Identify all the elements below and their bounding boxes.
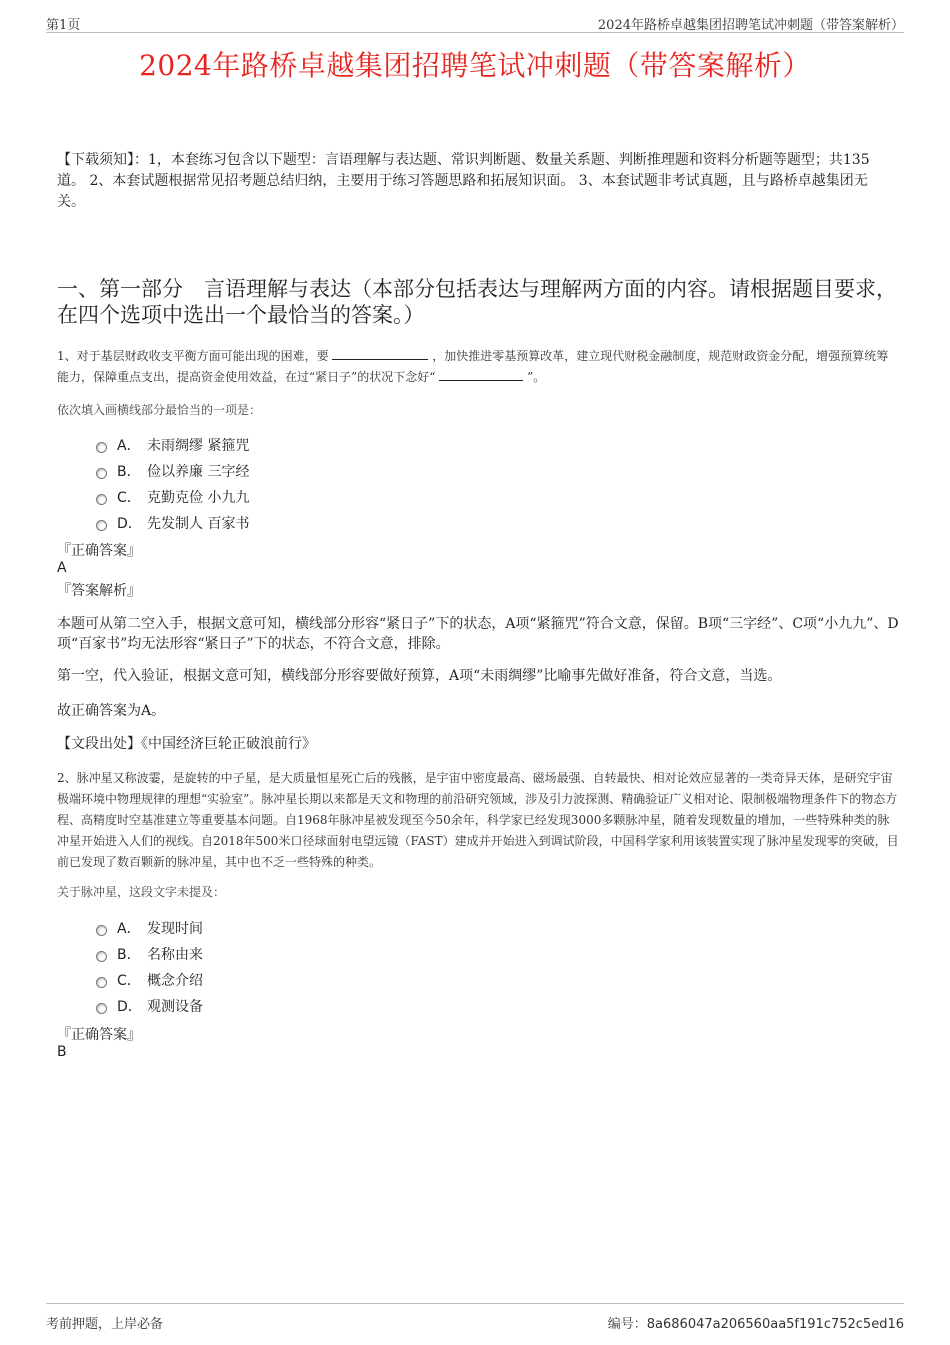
- option-d[interactable]: D． 观测设备: [96, 993, 203, 1019]
- question-2-stem: 2、脉冲星又称波霎，是旋转的中子星，是大质量恒星死亡后的残骸，是宇宙中密度最高、磁场最强、自转最快、相对论效应显著的一类奇异天体，是研究宇宙极端环境中物理规律的理想“实验室”。脉冲星长期以来都是天文和物理的前沿研究领域，涉及引力波探测、精确验证广义相对论、限制极端物理条件下的物态方程、高精度时空基准建立等重要基本问题。自1968年脉冲星被发现至今50余年，科学家已经发现3000多颗脉冲星，随着发现数量的增加，一些特殊种类的脉冲星开始进入人们的视线。自2018年500米口径球面射电望远镜（FAST）建成并开始进入到调试阶段，中国科学家利用该装置实现了脉冲星发现零的突破，目前已发现了数百颗新的脉冲星，其中也不乏一些特殊的种类。: [57, 771, 899, 869]
- option-b[interactable]: B． 俭以养廉 三字经: [96, 458, 249, 484]
- analysis-paragraph: 本题可从第二空入手，根据文意可知，横线部分形容“紧日子”下的状态，A项“紧箍咒”符合文意，保留。B项“三字经”、C项“小九九”、D项“百家书”均无法形容“紧日子”下的状态，不符合文意，排除。: [57, 616, 899, 652]
- header-doc-title: 2024年路桥卓越集团招聘笔试冲刺题（带答案解析）: [597, 18, 904, 33]
- analysis-conclusion: 故正确答案为A。: [57, 703, 166, 719]
- download-notice: 【下载须知】：1，本套练习包含以下题型：言语理解与表达题、常识判断题、数量关系题、判断推理题和资料分析题等题型；共135道。 2、本套试题根据常见招考题总结归纳，主要用于练习答题思路和拓展知识面。 3、本套试题非考试真题，且与路桥卓越集团无关。: [57, 152, 870, 210]
- section-heading: 一、第一部分 言语理解与表达（本部分包括表达与理解两方面的内容。请根据题目要求，在四个选项中选出一个最恰当的答案。）: [57, 277, 897, 327]
- question-1-prompt: 依次填入画横线部分最恰当的一项是：: [57, 403, 262, 417]
- question-1-text-a: 1、对于基层财政收支平衡方面可能出现的困难，要: [57, 349, 329, 363]
- radio-icon[interactable]: [96, 925, 107, 936]
- question-1-text-c: ”。: [527, 370, 546, 384]
- question-1-stem: [57, 346, 899, 388]
- option-c[interactable]: C． 克勤克俭 小九九: [96, 484, 249, 510]
- option-a[interactable]: A． 未雨绸缪 紧箍咒: [96, 432, 249, 458]
- footer-slogan: 考前押题，上岸必备: [46, 1317, 164, 1332]
- radio-icon[interactable]: [96, 468, 107, 479]
- page-number: 第1页: [46, 18, 81, 33]
- page-header: [46, 14, 904, 33]
- question-1-options: [96, 432, 249, 536]
- option-b[interactable]: B． 名称由来: [96, 941, 203, 967]
- radio-icon[interactable]: [96, 442, 107, 453]
- analysis-paragraph: 第一空，代入验证，根据文意可知，横线部分形容要做好预算，A项“未雨绸缪”比喻事先做好准备，符合文意，当选。: [57, 668, 782, 684]
- blank-2: [439, 368, 523, 381]
- radio-icon[interactable]: [96, 977, 107, 988]
- answer-label: 『正确答案』: [57, 1027, 141, 1043]
- option-c[interactable]: C． 概念介绍: [96, 967, 203, 993]
- blank-1: [332, 347, 428, 360]
- radio-icon[interactable]: [96, 1003, 107, 1014]
- answer-label: 『正确答案』: [57, 543, 141, 559]
- question-1-text-b: ，加快推进零基预算改革，建立现代财税金融制度，规范财政资金分配，增强预算统筹能力，保障重点支出，提高资金使用效益，在过“紧日子”的状况下念好“: [57, 349, 889, 384]
- source-citation: 【文段出处】《中国经济巨轮正破浪前行》: [57, 736, 316, 752]
- answer-value: A: [57, 560, 67, 576]
- option-d[interactable]: D． 先发制人 百家书: [96, 510, 249, 536]
- page-footer: [46, 1303, 904, 1332]
- radio-icon[interactable]: [96, 951, 107, 962]
- footer-code: 编号：8a686047a206560aa5f191c752c5ed16: [607, 1317, 904, 1332]
- answer-value: B: [57, 1044, 67, 1060]
- analysis-label: 『答案解析』: [57, 583, 141, 599]
- option-a[interactable]: A． 发现时间: [96, 915, 203, 941]
- radio-icon[interactable]: [96, 520, 107, 531]
- question-2-prompt: 关于脉冲星，这段文字未提及：: [57, 885, 226, 899]
- document-title: 2024年路桥卓越集团招聘笔试冲刺题（带答案解析）: [139, 49, 811, 82]
- radio-icon[interactable]: [96, 494, 107, 505]
- question-2-options: [96, 915, 203, 1019]
